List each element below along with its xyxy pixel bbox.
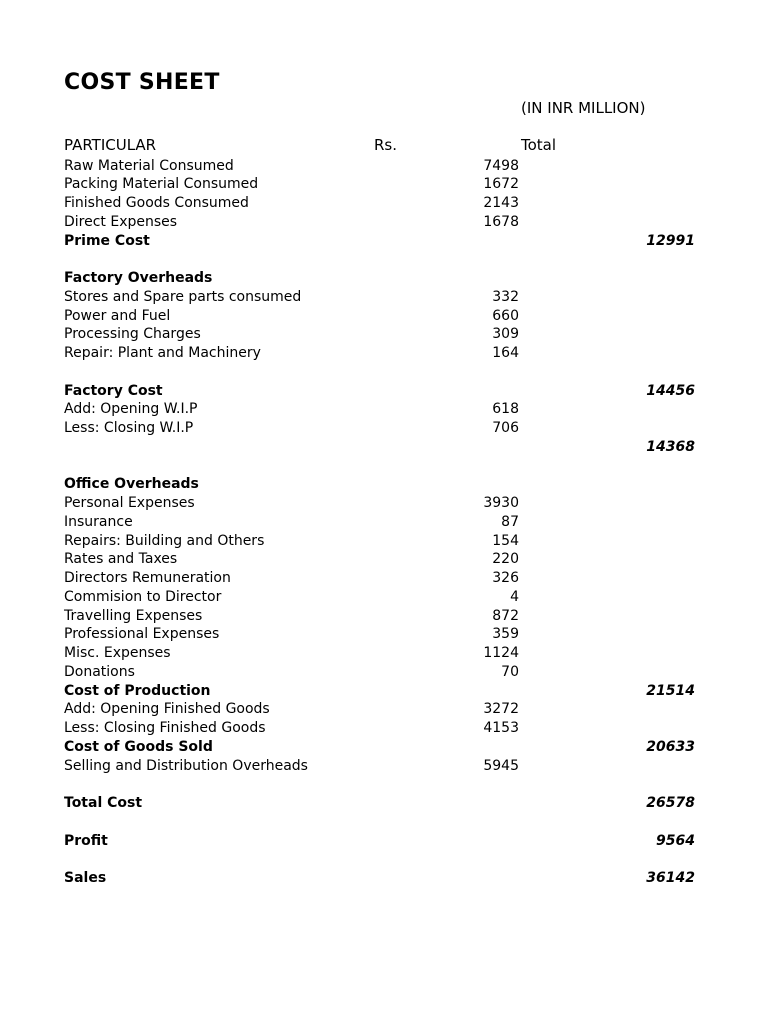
row-rs-value: 2143 [483, 195, 519, 211]
table-row [0, 250, 768, 269]
table-row [0, 175, 768, 194]
row-label: Cost of Production [64, 682, 211, 699]
column-header-rs: Rs. [374, 136, 398, 154]
row-label: Less: Closing Finished Goods [64, 720, 266, 736]
table-row [0, 157, 768, 176]
unit-note: (IN INR MILLION) [521, 99, 646, 117]
table-row [0, 288, 768, 307]
table-row [0, 307, 768, 326]
table-row [0, 363, 768, 382]
row-total-value: 12991 [646, 232, 695, 249]
row-label: Factory Cost [64, 382, 163, 399]
row-rs-value: 164 [492, 345, 519, 361]
table-row [0, 832, 768, 851]
row-label: Add: Opening W.I.P [64, 401, 198, 418]
row-rs-value: 1124 [483, 645, 519, 661]
cost-table [0, 157, 768, 888]
table-row [0, 775, 768, 794]
row-rs-value: 618 [492, 401, 519, 418]
row-rs-value: 332 [492, 288, 519, 305]
row-label: Office Overheads [64, 476, 199, 493]
row-total-value: 14456 [646, 382, 695, 399]
row-rs-value: 660 [492, 307, 519, 324]
table-row [0, 607, 768, 626]
row-rs-value: 359 [492, 626, 519, 643]
table-row [0, 269, 768, 288]
row-total-value: 26578 [646, 795, 695, 811]
row-label: Misc. Expenses [64, 645, 171, 661]
row-label: Insurance [64, 513, 133, 530]
table-row [0, 532, 768, 551]
row-rs-value: 872 [492, 607, 519, 624]
row-label: Repairs: Building and Others [64, 532, 265, 549]
row-total-value: 21514 [646, 682, 695, 699]
row-label: Processing Charges [64, 326, 201, 343]
row-label: Prime Cost [64, 232, 150, 249]
table-row [0, 738, 768, 757]
row-rs-value: 7498 [483, 157, 519, 174]
row-label: Repair: Plant and Machinery [64, 345, 261, 361]
row-label: Travelling Expenses [64, 607, 203, 624]
table-row [0, 869, 768, 888]
table-row [0, 494, 768, 513]
table-row [0, 850, 768, 869]
table-row [0, 813, 768, 832]
table-row [0, 419, 768, 438]
table-row [0, 213, 768, 232]
row-total-value: 14368 [646, 438, 695, 455]
row-label: Stores and Spare parts consumed [64, 288, 302, 305]
row-total-value: 36142 [646, 870, 695, 886]
row-rs-value: 154 [492, 532, 519, 549]
row-rs-value: 3272 [483, 701, 519, 718]
row-label: Power and Fuel [64, 307, 171, 324]
table-row [0, 475, 768, 494]
document-title: COST SHEET [64, 70, 220, 95]
row-rs-value: 1672 [483, 176, 519, 193]
row-label: Packing Material Consumed [64, 176, 259, 193]
row-rs-value: 309 [492, 326, 519, 343]
row-rs-value: 1678 [483, 213, 519, 230]
table-row [0, 457, 768, 476]
row-label: Add: Opening Finished Goods [64, 701, 270, 718]
column-header-particular: PARTICULAR [64, 136, 157, 154]
row-label: Less: Closing W.I.P [64, 420, 194, 436]
row-rs-value: 87 [501, 513, 519, 530]
row-rs-value: 4 [510, 588, 519, 605]
row-label: Sales [64, 870, 107, 886]
row-label: Profit [64, 832, 108, 849]
table-row [0, 625, 768, 644]
table-row [0, 438, 768, 457]
row-label: Factory Overheads [64, 270, 213, 286]
row-rs-value: 4153 [483, 720, 519, 736]
table-row [0, 550, 768, 569]
table-row [0, 325, 768, 344]
row-rs-value: 70 [501, 663, 519, 680]
row-label: Rates and Taxes [64, 551, 178, 568]
row-rs-value: 220 [492, 551, 519, 568]
row-label: Personal Expenses [64, 495, 195, 511]
table-row [0, 719, 768, 738]
row-label: Donations [64, 663, 135, 680]
row-label: Raw Material Consumed [64, 157, 234, 174]
table-row [0, 757, 768, 776]
table-row [0, 663, 768, 682]
row-label: Finished Goods Consumed [64, 195, 249, 211]
table-row [0, 400, 768, 419]
row-label: Directors Remuneration [64, 570, 231, 586]
table-row [0, 794, 768, 813]
row-rs-value: 3930 [483, 495, 519, 511]
table-row [0, 194, 768, 213]
table-row [0, 588, 768, 607]
row-rs-value: 326 [492, 570, 519, 586]
row-total-value: 9564 [656, 832, 695, 849]
row-label: Selling and Distribution Overheads [64, 757, 308, 774]
table-row [0, 700, 768, 719]
row-label: Professional Expenses [64, 626, 220, 643]
table-row [0, 382, 768, 401]
table-row [0, 644, 768, 663]
row-label: Cost of Goods Sold [64, 738, 213, 755]
row-label: Total Cost [64, 795, 143, 811]
row-rs-value: 706 [492, 420, 519, 436]
row-rs-value: 5945 [483, 757, 519, 774]
row-label: Commision to Director [64, 588, 222, 605]
table-row [0, 232, 768, 251]
row-label: Direct Expenses [64, 213, 178, 230]
table-row [0, 682, 768, 701]
table-row [0, 513, 768, 532]
row-total-value: 20633 [646, 738, 695, 755]
table-row [0, 569, 768, 588]
table-row [0, 344, 768, 363]
column-header-total: Total [521, 136, 557, 154]
